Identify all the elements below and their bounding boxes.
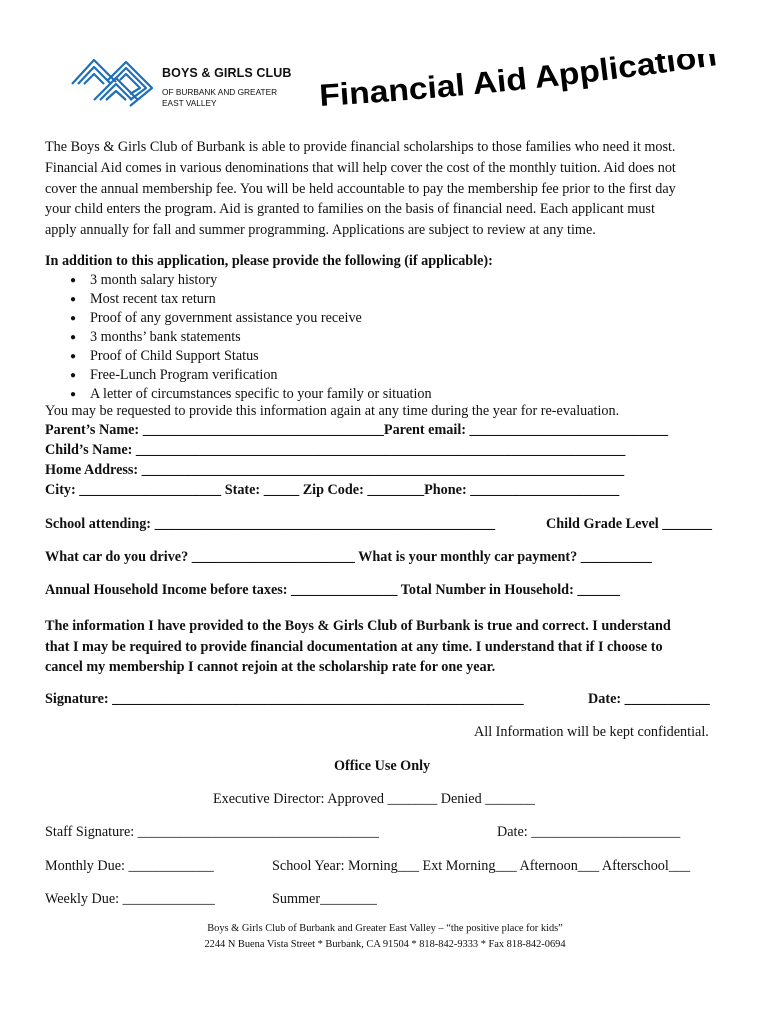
club-emblem-icon — [64, 54, 160, 108]
intro-line: apply annually for fall and summer programming. Applications are subject to review at any time. — [45, 222, 596, 239]
child-name-field[interactable]: Child’s Name: _____________________________________________________________________ — [45, 442, 626, 458]
car-fields-row[interactable]: What car do you drive? _______________________ What is your monthly car payment? __________ — [45, 549, 652, 565]
footer-line1: Boys & Girls Club of Burbank and Greater East Valley – “the positive place for kids” — [207, 923, 563, 934]
bullet-icon: ● — [70, 313, 77, 324]
director-approval-field[interactable]: Executive Director: Approved _______ Denied _______ — [213, 791, 535, 807]
page-title-text: Financial Aid Application — [318, 54, 718, 113]
intro-line: your child enters the program. Aid is granted to families on the basis of financial need. Each applicant must — [45, 201, 655, 218]
reevaluation-note: You may be requested to provide this information again at any time during the year for re-evaluation. — [45, 403, 620, 419]
statement-line: The information I have provided to the Boys & Girls Club of Burbank is true and correct. I understand — [45, 618, 671, 634]
income-household-row[interactable]: Annual Household Income before taxes: _______________ Total Number in Household: ______ — [45, 582, 620, 598]
weekly-due-field[interactable]: Weekly Due: _____________ — [45, 891, 215, 907]
club-logo — [58, 46, 310, 114]
signature-field[interactable]: Signature: __________________________________________________________ — [45, 691, 524, 707]
requirements-heading: In addition to this application, please provide the following (if applicable): — [45, 253, 493, 269]
page-title — [316, 54, 726, 124]
intro-paragraph — [45, 137, 735, 241]
monthly-due-field[interactable]: Monthly Due: ____________ — [45, 858, 214, 874]
logo-subtitle-line1: OF BURBANK AND GREATER — [162, 87, 278, 97]
home-address-field[interactable]: Home Address: ____________________________________________________________________ — [45, 462, 625, 478]
statement-line: cancel my membership I cannot rejoin at the scholarship rate for one year. — [45, 659, 496, 675]
bullet-icon: ● — [70, 351, 77, 362]
list-item: ● Free-Lunch Program verification — [70, 367, 278, 383]
list-item: ● Proof of any government assistance you receive — [70, 310, 362, 326]
school-year-field[interactable]: School Year: Morning___ Ext Morning___ Afternoon___ Afterschool___ — [272, 858, 691, 874]
confidential-note: All Information will be kept confidential. — [474, 724, 709, 740]
list-item: ● Most recent tax return — [70, 291, 216, 307]
bullet-icon: ● — [70, 275, 77, 286]
bullet-icon: ● — [70, 389, 77, 400]
school-attending-field[interactable]: School attending: ________________________________________________ — [45, 516, 496, 532]
staff-signature-field[interactable]: Staff Signature: __________________________________ — [45, 824, 379, 840]
bullet-icon: ● — [70, 370, 77, 381]
city-state-zip-phone-field[interactable]: City: ____________________ State: _____ Zip Code: ________Phone: _____________________ — [45, 482, 620, 498]
intro-line: cover the annual membership fee. You will be held accountable to pay the membership fee prior to the first day — [45, 180, 676, 197]
parent-email-field[interactable]: Parent email: ____________________________ — [383, 422, 669, 438]
parent-fields-row — [45, 422, 668, 439]
list-item: ● A letter of circumstances specific to your family or situation — [70, 386, 432, 402]
requirements-list — [70, 271, 432, 404]
statement-line: that I may be required to provide financial documentation at any time. I understand that if I choose to — [45, 638, 663, 655]
list-item: ● 3 month salary history — [70, 272, 218, 288]
child-grade-field[interactable]: Child Grade Level _______ — [546, 516, 712, 532]
intro-line: The Boys & Girls Club of Burbank is able to provide financial scholarships to those families who need it most. — [45, 139, 676, 155]
staff-date-field[interactable]: Date: _____________________ — [497, 824, 681, 840]
bullet-icon: ● — [70, 332, 77, 343]
signature-date-field[interactable]: Date: ____________ — [588, 691, 710, 707]
parent-name-field[interactable]: Parent’s Name: __________________________________ — [45, 422, 384, 438]
list-item: ● Proof of Child Support Status — [70, 348, 259, 364]
footer-line2: 2244 N Buena Vista Street * Burbank, CA 91504 * 818-842-9333 * Fax 818-842-0694 — [204, 939, 566, 950]
bullet-icon: ● — [70, 294, 77, 305]
list-item: ● 3 months’ bank statements — [70, 329, 241, 345]
intro-line: Financial Aid comes in various denominations that will help cover the cost of the monthly tuition. Aid does not — [45, 159, 676, 176]
svg-text:Financial Aid Application — [318, 54, 718, 113]
certification-statement — [45, 616, 745, 678]
office-use-heading: Office Use Only — [334, 758, 431, 774]
summer-field[interactable]: Summer________ — [272, 891, 377, 907]
logo-subtitle-line2: EAST VALLEY — [162, 98, 217, 108]
logo-name: BOYS & GIRLS CLUB — [162, 66, 292, 80]
